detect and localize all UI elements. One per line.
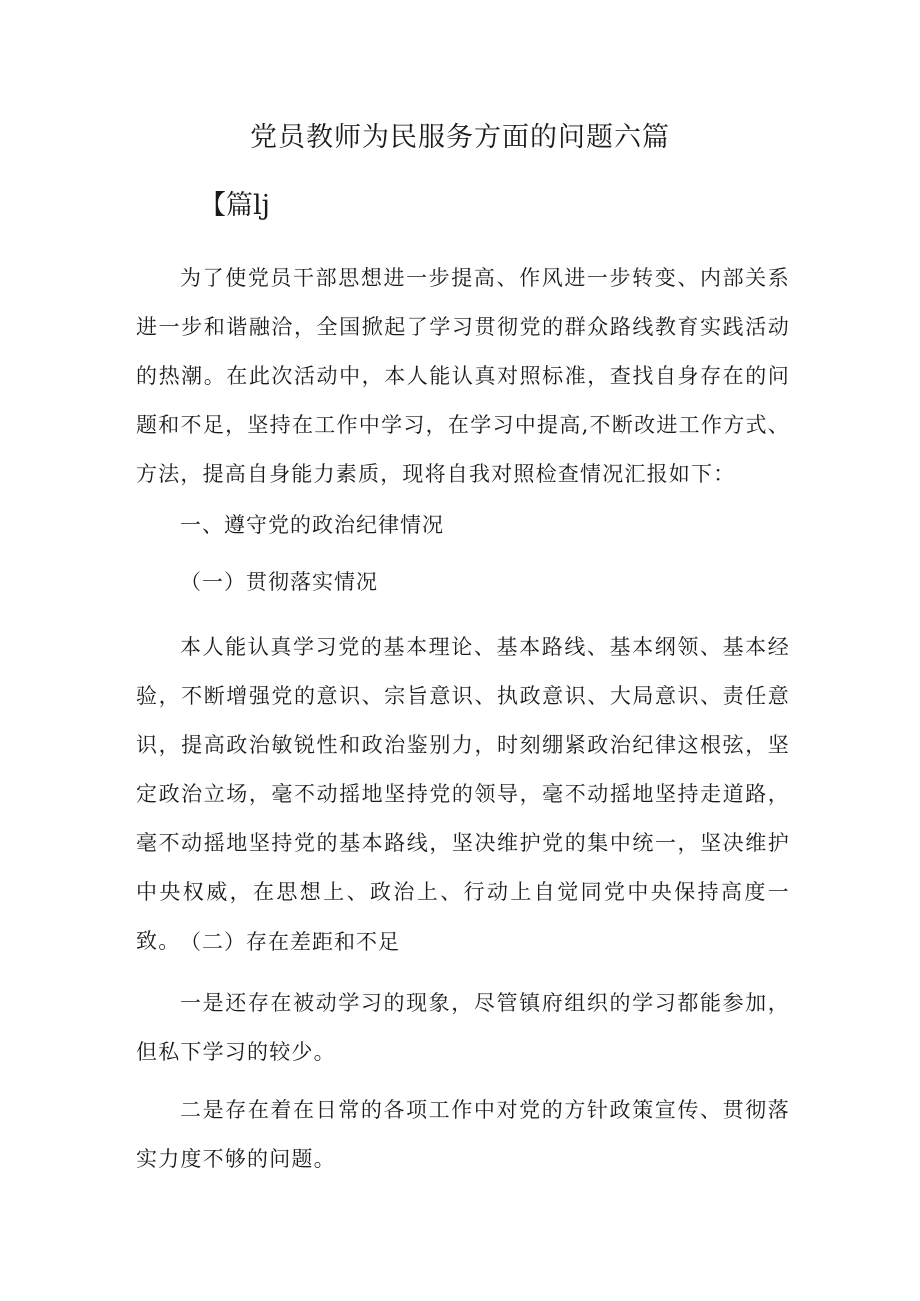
shortcoming-point-1: 一是还存在被动学习的现象，尽管镇府组织的学习都能参加，但私下学习的较少。 — [136, 991, 790, 1064]
subheading-implementation: （一）贯彻落实情况 — [180, 570, 378, 594]
implementation-paragraph: 本人能认真学习党的基本理论、基本路线、基本纲领、基本经验，不断增强党的意识、宗旨意识、执政意识、大局意识、责任意识，提高政治敏锐性和政治鉴别力，时刻绷紧政治纪律这根弦，坚定政治立场，毫不动摇地坚持党的领导，毫不动摇地坚持走道路，毫不动摇地坚持党的基本路线，坚决维护党的集中统一，坚决维护中央权威，在思想上、政治上、行动上自觉同党中央保持高度一致。 — [136, 635, 790, 953]
section-label: 【篇lj — [199, 190, 271, 221]
subheading-shortcomings: （二）存在差距和不足 — [180, 930, 400, 954]
document-title: 党员教师为民服务方面的问题六篇 — [250, 122, 670, 153]
shortcoming-point-2: 二是存在着在日常的各项工作中对党的方针政策宣传、贯彻落实力度不够的问题。 — [136, 1098, 790, 1171]
intro-paragraph: 为了使党员干部思想进一步提高、作风进一步转变、内部关系进一步和谐融洽，全国掀起了学习贯彻党的群众路线教育实践活动的热潮。在此次活动中，本人能认真对照标准，查找自身存在的问题和不足，坚持在工作中学习，在学习中提高,不断改进工作方式、方法，提高自身能力素质，现将自我对照检查情况汇报如下： — [136, 266, 790, 486]
heading-political-discipline: 一、遵守党的政治纪律情况 — [180, 513, 444, 537]
